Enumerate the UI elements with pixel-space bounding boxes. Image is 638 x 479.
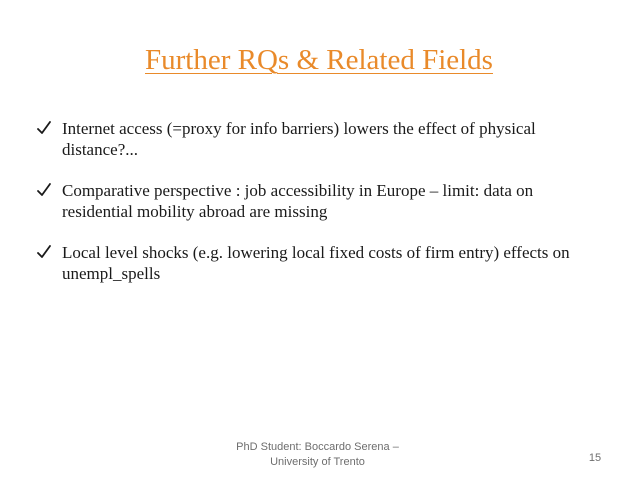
slide-title: [0, 40, 638, 80]
bullet-item: [30, 118, 600, 160]
bullet-item: [30, 180, 600, 222]
footer-author: PhD Student: Boccardo Serena –: [236, 441, 399, 453]
bullet-text: Local level shocks (e.g. lowering local fixed costs of firm entry) effects on unempl_spells: [62, 243, 570, 283]
bullet-item: [30, 242, 600, 284]
bullet-text: Comparative perspective : job accessibility in Europe – limit: data on residential mobility abroad are missing: [62, 181, 534, 221]
checkmark-icon: [36, 120, 52, 136]
footer-institution: University of Trento: [270, 456, 365, 468]
checkmark-icon: [36, 244, 52, 260]
bullet-text: Internet access (=proxy for info barriers) lowers the effect of physical distance?...: [62, 119, 536, 159]
page-number: 15: [588, 452, 602, 464]
slide-footer: [210, 440, 425, 470]
bullet-list: [30, 118, 600, 304]
checkmark-icon: [36, 182, 52, 198]
slide-title-text: Further RQs & Related Fields: [145, 44, 493, 76]
